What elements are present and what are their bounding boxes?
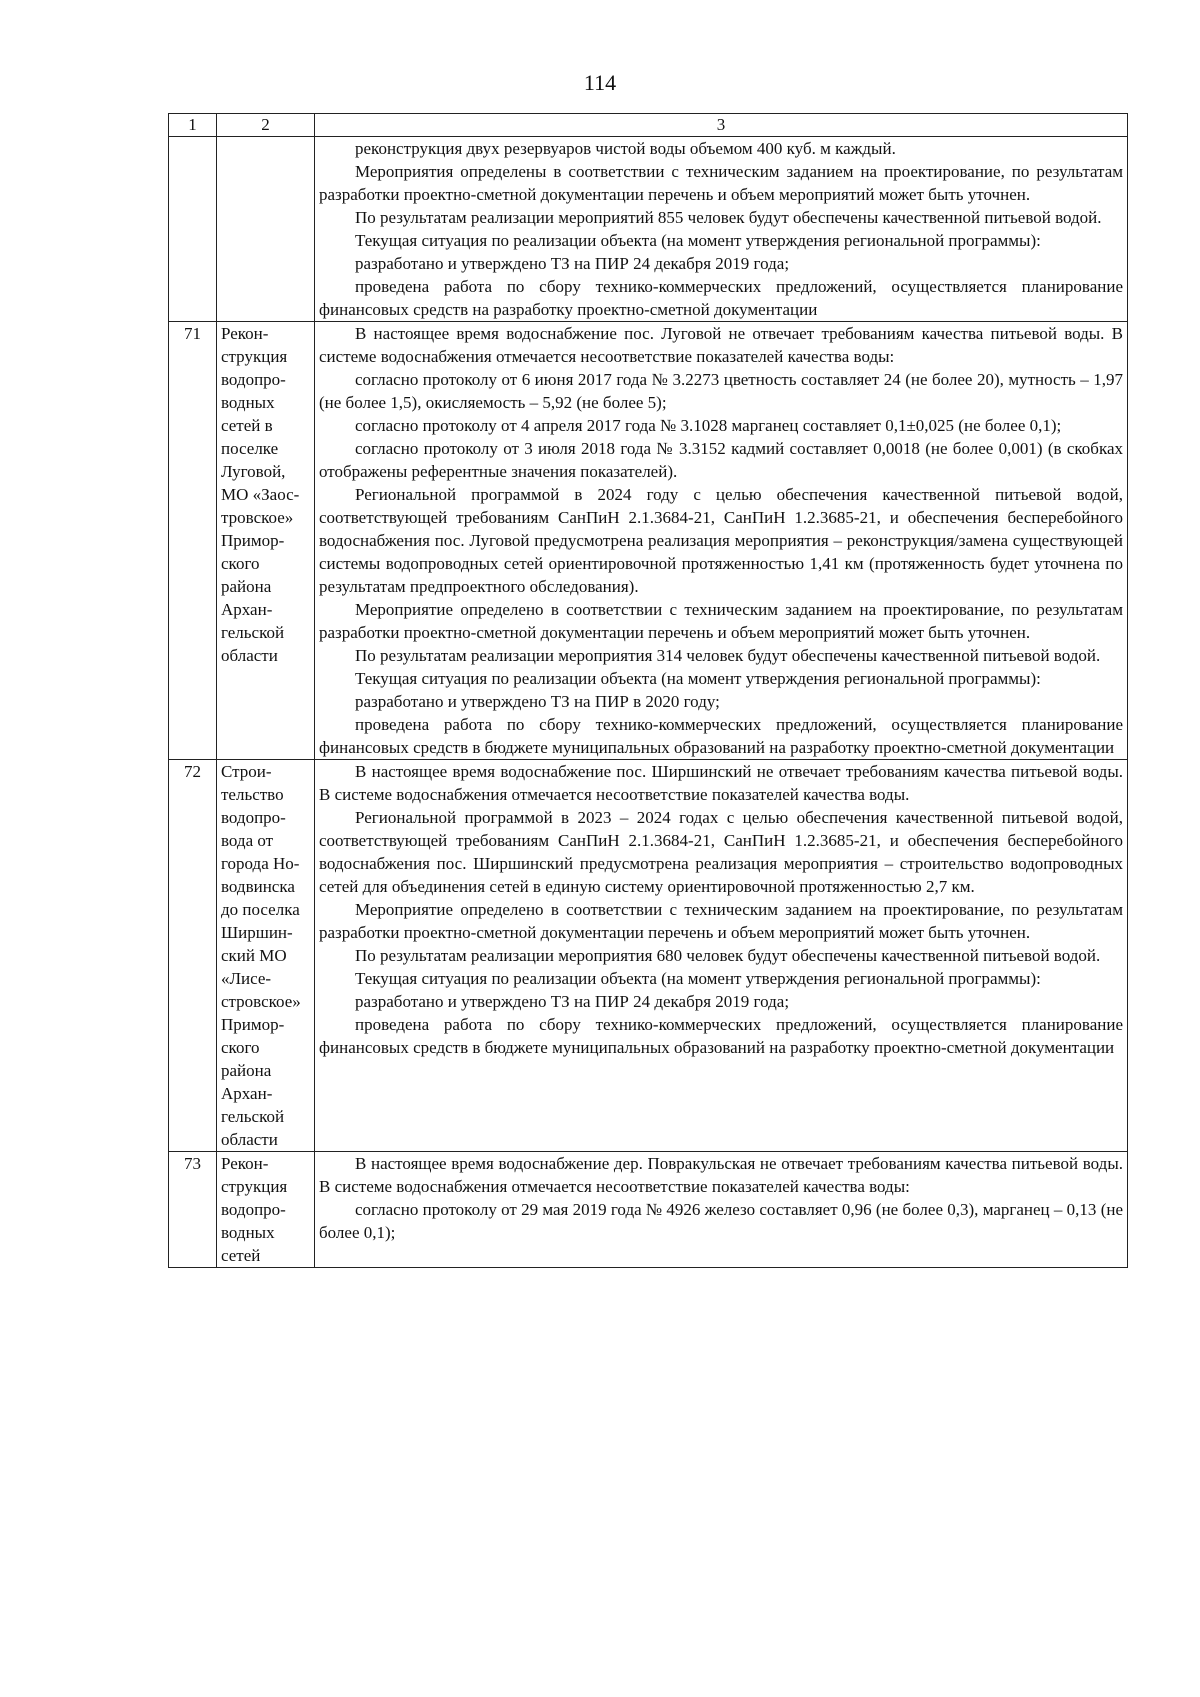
row-number [169,137,217,322]
description-cell [315,137,1128,322]
paragraph: Мероприятие определено в соответствии с техническим заданием на проектирование, по результатам разработки проектно-сметной документации перечень и объем мероприятий может быть уточнен. [319,600,1123,642]
object-name: Рекон-струкция водопро-водных сетей в поселке Луговой, МО «Заос-тровское» Примор-ского района Архан-гельской области [217,322,315,760]
object-name: Рекон-струкция водопро-водных сетей [217,1152,315,1268]
paragraph: Региональной программой в 2024 году с целью обеспечения качественной питьевой водой, соответствующей требованиям СанПиН 2.1.3684-21, СанПиН 1.2.3685-21, и обеспечения бесперебойного водоснабжения пос. Луговой предусмотрена реализация мероприятия – реконструкция/замена существующей системы водопроводных сетей ориентировочной протяженностью 1,41 км (протяженность будет уточнена по результатам предпроектного обследования). [319,485,1123,596]
paragraph: Мероприятие определено в соответствии с техническим заданием на проектирование, по результатам разработки проектно-сметной документации перечень и объем мероприятий может быть уточнен. [319,900,1123,942]
row-number: 72 [169,760,217,1152]
header-col-2: 2 [217,114,315,137]
paragraph: проведена работа по сбору технико-коммерческих предложений, осуществляется планирование финансовых средств в бюджете муниципальных образований на разработку проектно-сметной документации [319,1015,1123,1057]
paragraph: В настоящее время водоснабжение пос. Ширшинский не отвечает требованиям качества питьевой воды. В системе водоснабжения отмечается несоответствие показателей качества воды. [319,762,1123,804]
paragraph: В настоящее время водоснабжение пос. Луговой не отвечает требованиям качества питьевой воды. В системе водоснабжения отмечается несоответствие показателей качества воды: [319,324,1123,366]
row-number: 71 [169,322,217,760]
table-row [169,760,1128,1152]
table-row [169,322,1128,760]
paragraph: согласно протоколу от 29 мая 2019 года № 4926 железо составляет 0,96 (не более 0,3), марганец – 0,13 (не более 0,1); [319,1200,1123,1242]
object-name [217,137,315,322]
paragraph: согласно протоколу от 4 апреля 2017 года № 3.1028 марганец составляет 0,1±0,025 (не более 0,1); [355,416,1062,435]
description-cell [315,760,1128,1152]
paragraph: проведена работа по сбору технико-коммерческих предложений, осуществляется планирование финансовых средств на разработку проектно-сметной документации [319,277,1123,319]
paragraph: согласно протоколу от 3 июля 2018 года № 3.3152 кадмий составляет 0,0018 (не более 0,001) (в скобках отображены референтные значения показателей). [319,439,1123,481]
table-row [169,1152,1128,1268]
paragraph: проведена работа по сбору технико-коммерческих предложений, осуществляется планирование финансовых средств в бюджете муниципальных образований на разработку проектно-сметной документации [319,715,1123,757]
paragraph: Текущая ситуация по реализации объекта (на момент утверждения региональной программы): [355,969,1041,988]
paragraph: реконструкция двух резервуаров чистой воды объемом 400 куб. м каждый. [355,139,896,158]
paragraph: По результатам реализации мероприятий 855 человек будут обеспечены качественной питьевой водой. [355,208,1102,227]
table-row [169,137,1128,322]
paragraph: По результатам реализации мероприятия 680 человек будут обеспечены качественной питьевой водой. [355,946,1101,965]
paragraph: Мероприятия определены в соответствии с техническим заданием на проектирование, по результатам разработки проектно-сметной документации перечень и объем мероприятий может быть уточнен. [319,162,1123,204]
table-header-row [169,114,1128,137]
description-cell [315,1152,1128,1268]
row-number: 73 [169,1152,217,1268]
paragraph: разработано и утверждено ТЗ на ПИР 24 декабря 2019 года; [355,992,790,1011]
measures-table [168,113,1128,1268]
object-name: Строи-тельство водопро-вода от города Но-водвинска до поселка Ширшин-ский МО «Лисе-стровское» Примор-ского района Архан-гельской области [217,760,315,1152]
paragraph: Текущая ситуация по реализации объекта (на момент утверждения региональной программы): [355,231,1041,250]
page-number: 114 [583,70,617,95]
header-col-3: 3 [315,114,1128,137]
description-cell [315,322,1128,760]
paragraph: Текущая ситуация по реализации объекта (на момент утверждения региональной программы): [355,669,1041,688]
paragraph: По результатам реализации мероприятия 314 человек будут обеспечены качественной питьевой водой. [355,646,1101,665]
header-col-1: 1 [169,114,217,137]
paragraph: Региональной программой в 2023 – 2024 годах с целью обеспечения качественной питьевой водой, соответствующей требованиям СанПиН 2.1.3684-21, СанПиН 1.2.3685-21, и обеспечения бесперебойного водоснабжения пос. Ширшинский предусмотрена реализация мероприятия – строительство водопроводных сетей для объединения сетей в единую систему ориентировочной протяженностью 2,7 км. [319,808,1123,896]
paragraph: В настоящее время водоснабжение дер. Повракульская не отвечает требованиям качества питьевой воды. В системе водоснабжения отмечается несоответствие показателей качества воды: [319,1154,1123,1196]
paragraph: согласно протоколу от 6 июня 2017 года № 3.2273 цветность составляет 24 (не более 20), мутность – 1,97 (не более 1,5), окисляемость – 5,92 (не более 5); [319,370,1123,412]
paragraph: разработано и утверждено ТЗ на ПИР 24 декабря 2019 года; [355,254,790,273]
paragraph: разработано и утверждено ТЗ на ПИР в 2020 году; [355,692,720,711]
